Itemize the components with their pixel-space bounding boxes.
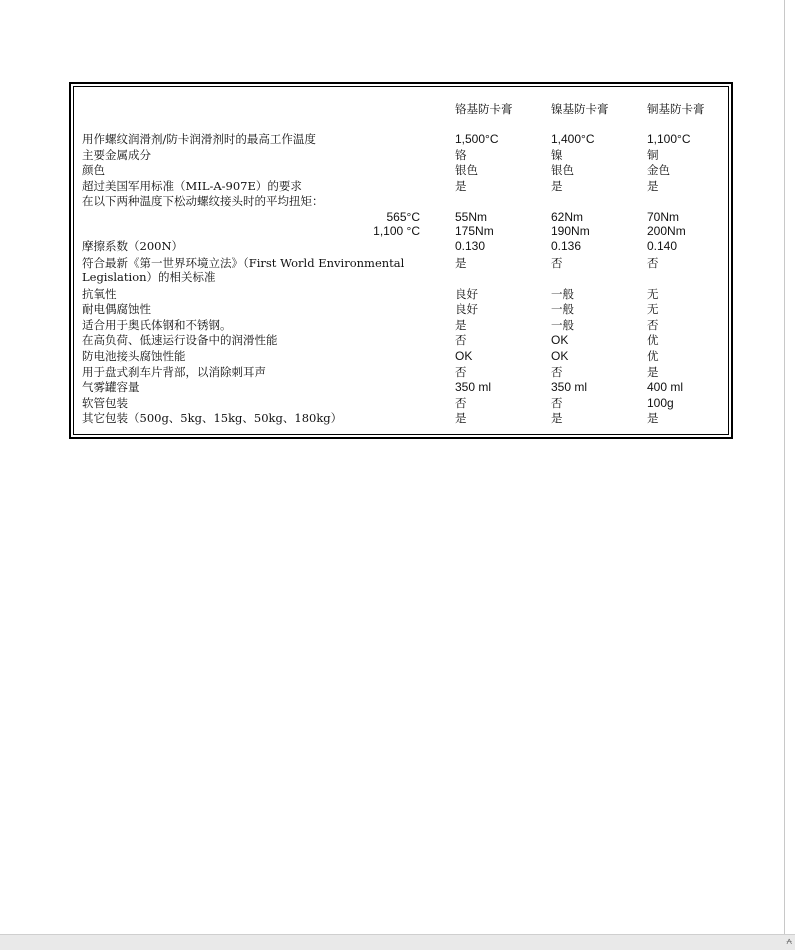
row-label: 抗氧性 — [82, 287, 117, 301]
cell-copper: 是 — [647, 411, 659, 425]
row-label: 软管包装 — [82, 396, 128, 410]
row-label: 在以下两种温度下松动螺纹接头时的平均扭矩： — [82, 194, 324, 208]
cell-nickel: 62Nm — [551, 210, 584, 224]
cell-nickel: 一般 — [551, 318, 574, 332]
cell-nickel: 0.136 — [551, 239, 582, 253]
cell-copper: 否 — [647, 318, 659, 332]
cell-chromium: 良好 — [455, 287, 478, 301]
cell-chromium: 是 — [455, 411, 467, 425]
cell-nickel: 190Nm — [551, 224, 590, 238]
cell-copper: 铜 — [647, 148, 659, 162]
cell-nickel: 银色 — [551, 163, 574, 177]
comparison-table-inner — [73, 86, 729, 435]
row-label: 防电池接头腐蚀性能 — [82, 349, 186, 363]
cell-chromium: 否 — [455, 365, 467, 379]
status-bar — [0, 934, 795, 950]
cell-nickel: 否 — [551, 256, 563, 270]
cell-chromium: 是 — [455, 256, 467, 270]
row-label: 用于盘式刹车片背部，以消除刺耳声 — [82, 365, 266, 379]
cell-chromium: 银色 — [455, 163, 478, 177]
cell-copper: 200Nm — [647, 224, 686, 238]
row-label: 其它包装（500g、5kg、15kg、50kg、180kg） — [82, 411, 343, 425]
cell-chromium: 否 — [455, 333, 467, 347]
cell-chromium: 175Nm — [455, 224, 494, 238]
cell-copper: 1,100°C — [647, 132, 691, 146]
row-label: 摩擦系数（200N） — [82, 239, 184, 253]
row-label: 耐电偶腐蚀性 — [82, 302, 151, 316]
cell-nickel: 否 — [551, 396, 563, 410]
cell-copper: 400 ml — [647, 380, 684, 394]
cell-copper: 否 — [647, 256, 659, 270]
cell-copper: 无 — [647, 287, 659, 301]
row-label: 气雾罐容量 — [82, 380, 140, 394]
cell-chromium: 是 — [455, 179, 467, 193]
cell-copper: 优 — [647, 349, 659, 363]
cell-copper: 无 — [647, 302, 659, 316]
cell-chromium: 55Nm — [455, 210, 488, 224]
resize-grip-icon[interactable]: ⩜ — [786, 936, 792, 947]
cell-nickel: OK — [551, 349, 569, 363]
row-label: 超过美国军用标准（MIL-A-907E）的要求 — [82, 179, 302, 193]
cell-chromium: 0.130 — [455, 239, 486, 253]
cell-chromium: 否 — [455, 396, 467, 410]
cell-copper: 70Nm — [647, 210, 680, 224]
cell-chromium: 350 ml — [455, 380, 492, 394]
cell-chromium: OK — [455, 349, 473, 363]
cell-chromium: 铬 — [455, 148, 467, 162]
header-copper: 铜基防卡膏 — [647, 102, 705, 116]
row-label: Legislation）的相关标准 — [82, 270, 216, 284]
cell-copper: 100g — [647, 396, 674, 410]
comparison-table — [69, 82, 733, 439]
row-label: 在高负荷、低速运行设备中的润滑性能 — [82, 333, 278, 347]
page-edge — [784, 0, 785, 934]
cell-chromium: 1,500°C — [455, 132, 499, 146]
cell-copper: 金色 — [647, 163, 670, 177]
row-label: 符合最新《第一世界环境立法》（First World Environmental — [82, 256, 405, 270]
cell-nickel: 1,400°C — [551, 132, 595, 146]
row-label: 适合用于奥氏体钢和不锈钢。 — [82, 318, 232, 332]
cell-nickel: 是 — [551, 179, 563, 193]
cell-nickel: 350 ml — [551, 380, 588, 394]
cell-chromium: 是 — [455, 318, 467, 332]
cell-nickel: 一般 — [551, 302, 574, 316]
row-label-temp: 1,100 °C — [373, 224, 420, 238]
cell-copper: 是 — [647, 365, 659, 379]
header-nickel: 镍基防卡膏 — [551, 102, 609, 116]
cell-nickel: 否 — [551, 365, 563, 379]
cell-nickel: OK — [551, 333, 569, 347]
cell-nickel: 镍 — [551, 148, 563, 162]
cell-copper: 优 — [647, 333, 659, 347]
row-label: 主要金属成分 — [82, 148, 151, 162]
cell-chromium: 良好 — [455, 302, 478, 316]
cell-nickel: 一般 — [551, 287, 574, 301]
cell-copper: 0.140 — [647, 239, 678, 253]
row-label-temp: 565°C — [386, 210, 420, 224]
header-chromium: 铬基防卡膏 — [455, 102, 513, 116]
row-label: 用作螺纹润滑剂/防卡润滑剂时的最高工作温度 — [82, 132, 316, 146]
cell-copper: 是 — [647, 179, 659, 193]
row-label: 颜色 — [82, 163, 105, 177]
cell-nickel: 是 — [551, 411, 563, 425]
